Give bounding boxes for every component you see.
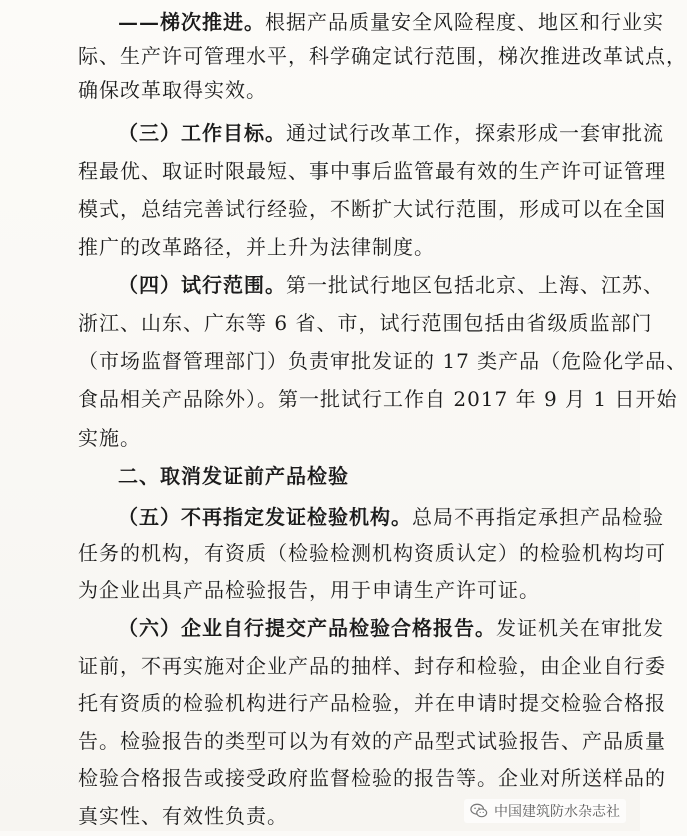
body-text: 通过试行改革工作，探索形成一套审批流 [286, 121, 664, 145]
body-text: 任务的机构，有资质（检验检测机构资质认定）的检验机构均可 [78, 541, 666, 565]
body-text: 程最优、取证时限最短、事中事后监管最有效的生产许可证管理 [78, 159, 666, 183]
heading-text: ——梯次推进。 [118, 10, 265, 34]
wechat-icon [470, 802, 488, 820]
text-line [78, 759, 666, 798]
body-text: 际、生产许可管理水平，科学确定试行范围，梯次推进改革试点， [78, 44, 687, 68]
body-text: 发证机关在审批发 [496, 616, 664, 640]
body-text: 根据产品质量安全风险程度、地区和行业实 [265, 10, 664, 34]
text-line [78, 228, 435, 267]
watermark-text: 中国建筑防水杂志社 [494, 804, 620, 820]
text-line [78, 684, 666, 723]
text-line [78, 722, 666, 761]
text-line [78, 571, 540, 610]
text-line [78, 190, 666, 229]
text-line [78, 380, 678, 419]
body-text: 检验合格报告或接受政府监督检验的报告等。企业对所送样品的 [78, 766, 666, 790]
body-text: 第一批试行地区包括北京、上海、江苏、 [286, 273, 664, 297]
text-line [118, 498, 664, 537]
heading-text: （三）工作目标。 [118, 121, 286, 145]
watermark [464, 799, 626, 823]
text-line [118, 609, 664, 648]
body-text: 告。检验报告的类型可以为有效的产品型式试验报告、产品质量 [78, 729, 666, 753]
body-text: 模式，总结完善试行经验，不断扩大试行范围，形成可以在全国 [78, 197, 666, 221]
body-text: 食品相关产品除外）。第一批试行工作自 2017 年 9 月 1 日开始 [78, 387, 678, 411]
text-line [78, 304, 652, 343]
body-text: （市场监督管理部门）负责审批发证的 17 类产品（危险化学品、 [78, 349, 687, 373]
body-text: 证前，不再实施对企业产品的抽样、封存和检验，由企业自行委 [78, 654, 666, 678]
body-text: 为企业出具产品检验报告，用于申请生产许可证。 [78, 578, 540, 602]
body-text: 真实性、有效性负责。 [78, 804, 288, 828]
body-text: 实施。 [78, 426, 141, 450]
text-line [78, 647, 666, 686]
text-line [118, 114, 664, 153]
heading-text: （五）不再指定发证检验机构。 [118, 505, 412, 529]
text-line [118, 457, 349, 496]
text-line [78, 797, 288, 836]
body-text: 推广的改革路径，并上升为法律制度。 [78, 235, 435, 259]
text-line [78, 342, 687, 381]
heading-text: （四）试行范围。 [118, 273, 286, 297]
body-text: 总局不再指定承担产品检验 [412, 505, 664, 529]
heading-text: （六）企业自行提交产品检验合格报告。 [118, 616, 496, 640]
heading-text: 二、取消发证前产品检验 [118, 464, 349, 488]
body-text: 确保改革取得实效。 [78, 78, 267, 102]
text-line [118, 266, 664, 305]
text-line [78, 71, 267, 110]
text-line [78, 534, 666, 573]
text-line [78, 152, 666, 191]
text-line [78, 419, 141, 458]
body-text: 托有资质的检验机构进行产品检验，并在申请时提交检验合格报 [78, 691, 666, 715]
body-text: 浙江、山东、广东等 6 省、市，试行范围包括由省级质监部门 [78, 311, 653, 335]
